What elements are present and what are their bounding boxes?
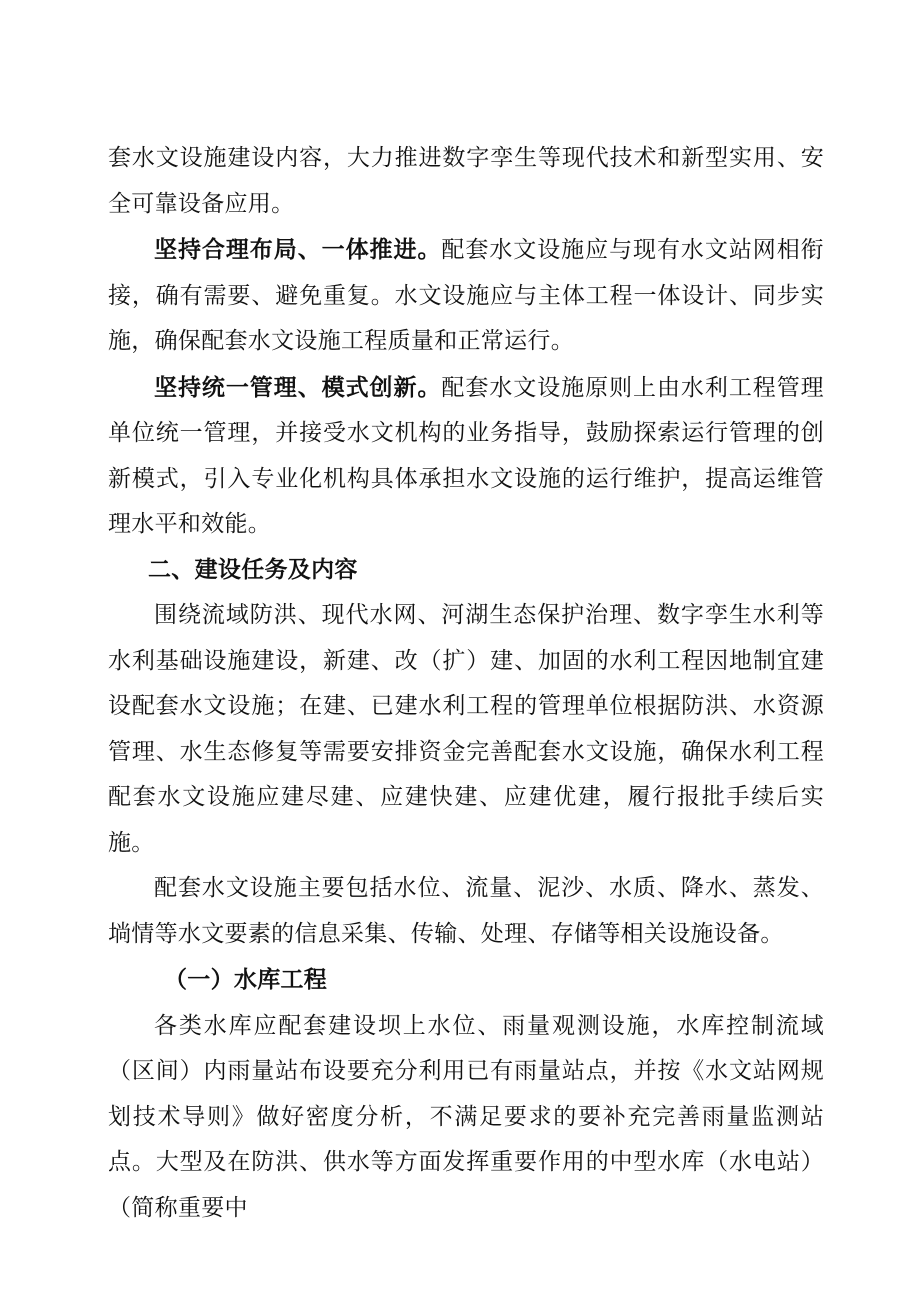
paragraph-lead: 坚持统一管理、模式创新。 xyxy=(154,373,442,401)
paragraph-text: 配套水文设施主要包括水位、流量、泥沙、水质、降水、蒸发、埫情等水文要素的信息采集、传输、处理、存储等相关设施设备。 xyxy=(108,875,824,947)
paragraph-reservoir xyxy=(108,1004,824,1232)
heading-text: 二、建设任务及内容 xyxy=(148,556,358,583)
paragraph-text: 配套水文设施原则上由水利工程管理单位统一管理，并接受水文机构的业务指导，鼓励探索运行管理的创新模式，引入专业化机构具体承担水文设施的运行维护，提高运维管理水平和效能。 xyxy=(108,374,824,537)
paragraph-construction-tasks xyxy=(108,593,824,866)
paragraph-text: 配套水文设施应与现有水文站网相衔接，确有需要、避免重复。水文设施应与主体工程一体设计、同步实施，确保配套水文设施工程质量和正常运行。 xyxy=(108,237,824,354)
paragraph-lead: 坚持合理布局、一体推进。 xyxy=(154,236,442,263)
paragraph-text: 各类水库应配套建设坝上水位、雨量观测设施，水库控制流域（区间）内雨量站布设要充分利用已有雨量站点，并按《水文站网规划技术导则》做好密度分析，不满足要求的要补充完善雨量监测站点。大型及在防洪、供水等方面发挥重要作用的中型水库（水电站）（简称重要中 xyxy=(108,1012,824,1221)
heading-text: （一）水库工程 xyxy=(164,966,328,993)
paragraph-continuation xyxy=(108,136,824,227)
paragraph-layout-principle xyxy=(108,227,824,365)
paragraph-text: 围绕流域防洪、现代水网、河湖生态保护治理、数字孪生水利等水利基础设施建设，新建、改（扩）建、加固的水利工程因地制宜建设配套水文设施；在建、已建水利工程的管理单位根据防洪、水资源管理、水生态修复等需要安排资金完善配套水文设施，确保水利工程配套水文设施应建尽建、应建快建、应建优建，履行报批手续后实施。 xyxy=(108,602,824,856)
subsection-heading-reservoir xyxy=(108,957,824,1004)
paragraph-text: 套水文设施建设内容，大力推进数字孪生等现代技术和新型实用、安全可靠设备应用。 xyxy=(108,145,824,217)
section-heading-2 xyxy=(108,548,824,594)
paragraph-facility-contents xyxy=(108,866,824,957)
paragraph-management-principle xyxy=(108,365,824,548)
